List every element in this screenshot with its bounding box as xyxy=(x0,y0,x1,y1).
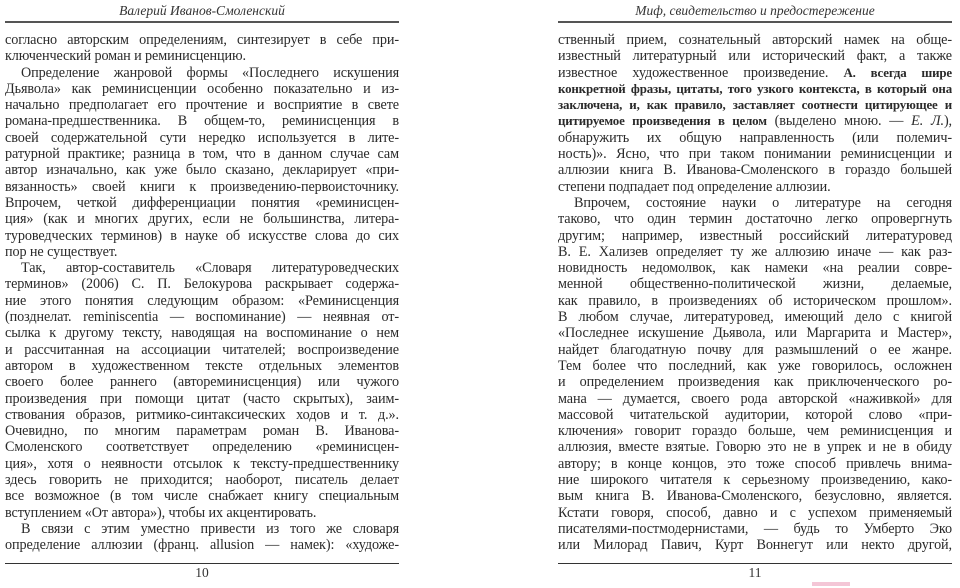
text-segment: Тем более что последний, как уже говорилось, осложнен xyxy=(558,357,952,374)
text-line xyxy=(558,293,952,309)
text-line xyxy=(558,342,952,358)
text-segment: или Милорад Павич, Курт Воннегут или некто другой, xyxy=(558,537,952,554)
text-line xyxy=(5,391,399,407)
text-segment: своего более раннего (автореминисценция) или чужого xyxy=(5,374,399,391)
text-line xyxy=(5,211,399,227)
text-segment: Дьявола» как реминисценции особенно показательно и из- xyxy=(5,80,399,97)
text-line xyxy=(5,48,399,64)
text-line xyxy=(5,276,399,292)
text-line xyxy=(558,211,952,227)
text-segment: новидность недомолвок, как намеки «на реалии совре- xyxy=(558,260,952,277)
page-body xyxy=(558,32,952,554)
text-segment: Так, автор-составитель «Словаря литературоведческих xyxy=(21,260,399,277)
text-segment: аллюзии книга В. Иванова-Смоленского в гораздо большей xyxy=(558,162,952,179)
text-segment: пор не существует. xyxy=(5,243,118,260)
text-line xyxy=(558,456,952,472)
text-segment: ратурной практике; разница в том, что в данном случае сам xyxy=(5,146,399,163)
text-segment: все возможное (в том числе снабжает книгу специальным xyxy=(5,488,399,505)
text-segment: В связи с этим уместно привести из того же словаря xyxy=(21,520,399,537)
text-segment: ность)». Ясно, что при таком понимании реминисценции и xyxy=(558,146,952,163)
running-header: Миф, свидетельство и предостережение xyxy=(635,3,875,18)
text-line xyxy=(558,65,952,81)
text-segment: В. Е. Хализев определяет ту же аллюзию иначе — как раз- xyxy=(558,243,952,260)
text-segment: автором в художественном тексте отдельных элементов xyxy=(5,357,399,374)
text-segment: писателями-постмодернистами, — будь то Умберто Эко xyxy=(558,520,952,537)
text-line xyxy=(5,358,399,374)
text-segment: произведения при помощи цитат (часто скрытых), заим- xyxy=(5,390,399,407)
text-segment: и рассчитанная на ассоциации читателей; воспроизведение xyxy=(5,341,399,358)
text-segment: ственный прием, сознательный авторский намек на обще- xyxy=(558,32,952,48)
text-line xyxy=(5,65,399,81)
text-segment: (позднелат. reminiscentia — воспоминание) — неявная от- xyxy=(5,309,399,326)
text-segment: вым книга В. Иванова-Смоленского, безусловно, является. xyxy=(558,488,952,505)
text-line xyxy=(558,309,952,325)
header-rule xyxy=(558,21,952,23)
text-line xyxy=(5,374,399,390)
text-line xyxy=(558,488,952,504)
text-segment: ние этого понятия следующим образом: «Реминисценция xyxy=(5,292,399,309)
text-line xyxy=(558,374,952,390)
text-segment: ключенческий роман и реминисценцию. xyxy=(5,48,246,65)
text-segment: массовой читательской аудитории, которой слово «при- xyxy=(558,406,952,423)
text-segment: здесь говорить не приходится; наоборот, писатель делает xyxy=(5,472,399,489)
text-line xyxy=(5,439,399,455)
text-segment: автор изначально, как уже было сказано, декларирует «при- xyxy=(5,162,399,179)
text-segment: как правило, в произведениях об историческом прошлом». xyxy=(558,292,952,309)
text-line xyxy=(558,472,952,488)
text-segment: таково, что один термин достаточно легко опровергнуть xyxy=(558,211,952,228)
text-segment: Очевидно, по многим параметрам роман В. Иванова- xyxy=(5,423,399,440)
text-segment: мана — думается, своего рода авторской «наживкой» для xyxy=(558,390,952,407)
text-segment: «Последнее искушение Дьявола, или Маргарита и Мастер», xyxy=(558,325,952,342)
text-segment: Смоленского соответствует определению «реминисцен- xyxy=(5,439,399,456)
text-line xyxy=(558,97,952,113)
text-line xyxy=(558,195,952,211)
text-line xyxy=(5,162,399,178)
text-line xyxy=(5,130,399,146)
text-line xyxy=(558,521,952,537)
text-line xyxy=(5,537,399,553)
text-line xyxy=(558,537,952,553)
page-body xyxy=(5,32,399,554)
pink-mark xyxy=(812,582,850,586)
text-line xyxy=(5,407,399,423)
text-line xyxy=(558,439,952,455)
text-line xyxy=(558,505,952,521)
text-segment: и определением произведения как приключенческого ро- xyxy=(558,374,952,391)
text-segment: романа-предшественника. В общем-то, реминисценция в xyxy=(5,113,399,130)
text-line xyxy=(5,325,399,341)
text-segment: своей содержательной сути нередко используется в лите- xyxy=(5,129,399,146)
page-number: 10 xyxy=(195,565,209,580)
text-line xyxy=(5,423,399,439)
text-segment: туроведческих терминов) в науке об искусстве слова до сих xyxy=(5,227,399,244)
text-line xyxy=(5,521,399,537)
text-line xyxy=(558,48,952,64)
text-line xyxy=(5,456,399,472)
text-segment: терминов» (2006) С. П. Белокурова раскрывает содержа- xyxy=(5,276,399,293)
text-line xyxy=(558,423,952,439)
text-line xyxy=(558,228,952,244)
text-line xyxy=(558,81,952,97)
text-line xyxy=(5,97,399,113)
footer-rule xyxy=(558,563,952,565)
text-line xyxy=(558,162,952,178)
text-segment: Кстати говоря, способ, давно и с успехом применяемый xyxy=(558,504,952,521)
text-line xyxy=(5,342,399,358)
text-line xyxy=(558,276,952,292)
text-line xyxy=(558,358,952,374)
text-line xyxy=(5,81,399,97)
text-segment: аллюзия, вместе взятые. Говорю это не в упрек и не в обиду xyxy=(558,439,952,456)
text-line xyxy=(5,309,399,325)
text-segment: менной общественно-политической жизни, делаемые, xyxy=(558,276,952,293)
text-segment: вязанность» своей книги к произведению-первоисточнику. xyxy=(5,178,399,195)
text-segment: определение аллюзии (франц. allusion — намек): «художе- xyxy=(5,537,399,554)
text-segment: согласно авторским определениям, синтезирует в себе при- xyxy=(5,32,399,48)
text-line xyxy=(5,488,399,504)
bold-text: А. всегда шире xyxy=(843,65,952,80)
bold-text: заключена, и, как правило, заставляет соотнести цитирующее и xyxy=(558,98,952,113)
text-segment: автору; в конце концов, это тоже способ привлечь внима- xyxy=(558,455,952,472)
text-line xyxy=(558,325,952,341)
text-segment: Впрочем, состояние науки о литературе на сегодня xyxy=(574,194,952,211)
text-segment: ), xyxy=(943,113,953,130)
text-line xyxy=(5,179,399,195)
italic-text: Е. Л. xyxy=(911,113,944,130)
footer-rule xyxy=(5,563,399,565)
text-segment: начально предполагает его прочтение и восприятие в свете xyxy=(5,97,399,114)
text-line xyxy=(558,146,952,162)
text-line xyxy=(5,195,399,211)
text-line xyxy=(558,391,952,407)
text-segment: Определение жанровой формы «Последнего искушения xyxy=(21,64,399,81)
text-segment: степени подпадает под определение аллюзии. xyxy=(558,178,831,195)
text-line xyxy=(5,32,399,48)
text-segment: ствования образов, ритмико-синтаксических ходов и т. д.». xyxy=(5,406,399,423)
text-line xyxy=(558,179,952,195)
text-line xyxy=(5,113,399,129)
running-header: Валерий Иванов-Смоленский xyxy=(119,3,285,18)
left-page xyxy=(5,0,399,581)
text-segment: ция», хотя о неявности отсылок к тексту-предшественнику xyxy=(5,455,399,472)
text-line xyxy=(5,146,399,162)
text-segment: найдет благодатную почву для размышлений о ее жанре. xyxy=(558,341,952,358)
text-segment: известное художественное произведение. xyxy=(558,64,844,81)
header-rule xyxy=(5,21,399,23)
text-line xyxy=(5,244,399,260)
text-line xyxy=(5,293,399,309)
text-line xyxy=(558,113,952,129)
text-line xyxy=(558,407,952,423)
right-page xyxy=(558,0,952,586)
text-segment: ключения» говорит гораздо больше, чем реминисценция и xyxy=(558,423,952,440)
text-segment: Впрочем, четкой дифференциации понятия «реминисцен- xyxy=(5,194,399,211)
text-line xyxy=(558,244,952,260)
text-segment: ция» (как и многих других, если не большинства, литера- xyxy=(5,211,399,228)
text-line xyxy=(558,32,952,48)
text-segment: В любом случае, литературовед, имеющий дело с книгой xyxy=(558,309,952,326)
page-number: 11 xyxy=(748,565,762,580)
bold-text: конкретной фразы, цитаты, того узкого контекста, в который она xyxy=(558,81,952,96)
text-line xyxy=(5,505,399,521)
text-segment: (выделено мною. — xyxy=(766,113,912,130)
text-segment: ние широкого читателя к серьезному произведению, како- xyxy=(558,472,952,489)
text-line xyxy=(558,260,952,276)
text-line xyxy=(5,472,399,488)
text-line xyxy=(5,260,399,276)
text-segment: обнаружить их общую направленность (или полемич- xyxy=(558,129,952,146)
text-segment: известный литературный или исторический факт, а также xyxy=(558,48,952,65)
text-line xyxy=(558,130,952,146)
text-line xyxy=(5,228,399,244)
text-segment: сылка к другому тексту, наводящая на воспоминание о нем xyxy=(5,325,399,342)
text-segment: другим; например, известный российский литературовед xyxy=(558,227,952,244)
text-segment: вступлением «От автора»), чтобы их акцентировать. xyxy=(5,504,317,521)
bold-text: цитируемое произведения в целом xyxy=(558,114,767,129)
